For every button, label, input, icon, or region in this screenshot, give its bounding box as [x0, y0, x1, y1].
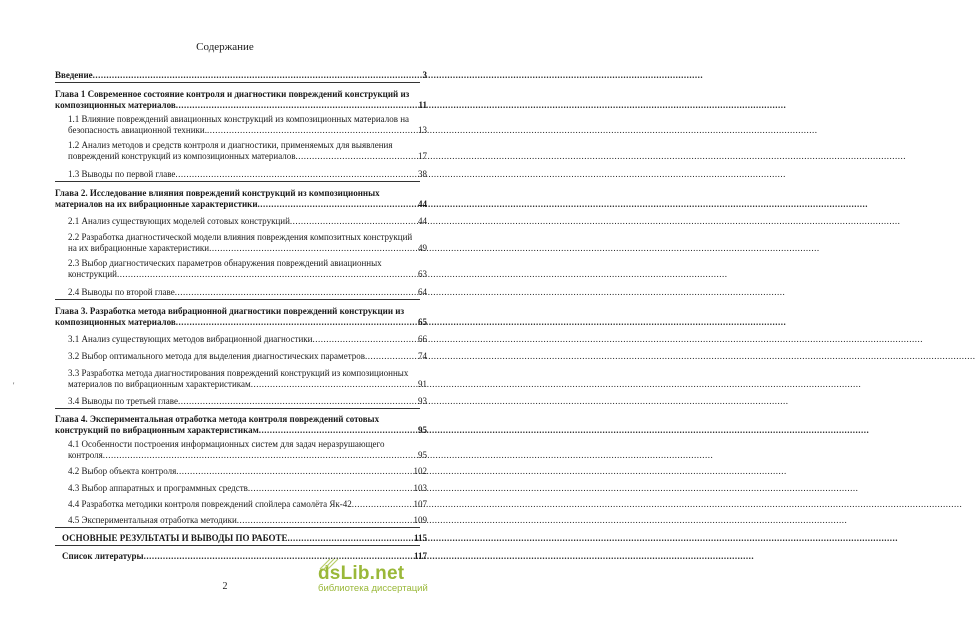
toc-entry-row [68, 125, 427, 136]
toc-entry-title: 3.2 Выбор оптимального метода для выделения диагностических параметров [68, 351, 366, 361]
toc-entry-s4-1 [68, 439, 427, 462]
toc-leader-dots [207, 125, 417, 136]
toc-entry-s3-3 [68, 368, 427, 391]
toc-entry-row [68, 483, 427, 494]
toc-entry-title: конструкций [68, 269, 117, 280]
toc-entry-row [55, 425, 427, 436]
toc-entry-title: повреждений конструкций из композиционных материалов [68, 151, 296, 162]
toc-entry-row [62, 551, 427, 562]
toc-entry-s3-1 [68, 334, 427, 345]
toc-entry-row [68, 216, 427, 227]
document-page [0, 0, 450, 617]
toc-page-number: 63 [418, 269, 427, 280]
toc-entry-row [68, 151, 427, 162]
toc-page-number: 103 [413, 483, 427, 493]
toc-entry-row [68, 269, 427, 280]
toc-entry-ch1 [55, 89, 427, 112]
toc-entry-ch3 [55, 306, 427, 329]
toc-leader-dots [290, 216, 417, 227]
toc-entry-s4-2 [68, 466, 427, 477]
toc-entry-title: 4.3 Выбор аппаратных и программных средств [68, 483, 248, 493]
toc-entry-title: конструкций по вибрационным характеристикам [55, 425, 259, 436]
toc-page-number: 95 [418, 450, 427, 461]
toc-entry-row [68, 243, 427, 254]
toc-entry-title: 1.3 Выводы по первой главе [68, 169, 176, 179]
toc-entry-row [62, 533, 427, 544]
toc-entry-intro [55, 70, 427, 81]
toc-leader-dots [259, 425, 417, 436]
watermark [318, 563, 448, 609]
toc-page-number: 13 [418, 125, 427, 136]
toc-entry-title: 3.4 Выводы по третьей главе [68, 396, 178, 406]
toc-page-number: 11 [418, 100, 427, 111]
toc-leader-dots [288, 533, 413, 544]
toc-page-number: 17 [418, 151, 427, 162]
toc-entry-line: Глава 2. Исследование влияния повреждений конструкций из композиционных [55, 188, 380, 198]
toc-page-number: 109 [413, 515, 427, 525]
toc-entry-row [68, 515, 427, 526]
toc-leader-dots [251, 379, 417, 390]
toc-leader-dots [176, 100, 418, 111]
toc-page-number: 44 [418, 199, 427, 210]
toc-page-number: 49 [418, 243, 427, 254]
toc-page-number: 117 [413, 551, 427, 561]
toc-entry-row [55, 199, 427, 210]
section-divider [55, 527, 420, 528]
toc-leader-dots [248, 483, 413, 494]
toc-entry-row [68, 169, 427, 180]
toc-entry-line: Глава 4. Экспериментальная отработка метода контроля повреждений сотовых [55, 414, 380, 424]
toc-entry-line: Глава 3. Разработка метода вибрационной диагностики повреждений конструкции из [55, 306, 405, 316]
toc-leader-dots [175, 169, 417, 180]
toc-entry-ch2 [55, 188, 427, 211]
toc-entry-title: 3.1 Анализ существующих методов вибрационной диагностики [68, 334, 313, 344]
toc-leader-dots [176, 466, 412, 477]
toc-leader-dots [103, 450, 417, 461]
toc-entry-title: материалов по вибрационным характеристикам [68, 379, 251, 390]
toc-entry-line: 1.2 Анализ методов и средств контроля и диагностики, применяемых для выявления [68, 140, 393, 150]
toc-entry-row [55, 100, 427, 111]
toc-entry-row [68, 379, 427, 390]
toc-entry-title: материалов на их вибрационные характеристики [55, 199, 258, 210]
toc-entry-s4-3 [68, 483, 427, 494]
margin-mark: ' [13, 381, 15, 390]
toc-entry-row [68, 334, 427, 345]
toc-page-number: 115 [413, 533, 427, 543]
toc-page-number: 44 [418, 216, 427, 226]
toc-page-number: 64 [418, 287, 427, 297]
toc-entry-line: Глава 1 Современное состояние контроля и диагностики повреждений конструкций из [55, 89, 410, 99]
watermark-logo: dsLib.net [318, 563, 405, 584]
toc-page-number: 95 [418, 425, 427, 436]
toc-leader-dots [352, 499, 413, 510]
toc-entry-row [55, 317, 427, 328]
toc-entry-row [68, 450, 427, 461]
toc-leader-dots [178, 396, 417, 407]
toc-entry-s2-4 [68, 287, 427, 298]
toc-entry-s2-2 [68, 232, 427, 255]
toc-entry-title: ОСНОВНЫЕ РЕЗУЛЬТАТЫ И ВЫВОДЫ ПО РАБОТЕ [62, 533, 288, 543]
section-divider [55, 299, 420, 300]
toc-entry-row [68, 351, 427, 362]
toc-leader-dots [365, 351, 417, 362]
toc-entry-s4-5 [68, 515, 427, 526]
toc-entry-title: 4.4 Разработка методики контроля повреждений спойлера самолёта Як-42 [68, 499, 352, 509]
toc-entry-s1-2 [68, 140, 427, 163]
toc-entry-title: 4.5 Экспериментальная отработка методики [68, 515, 237, 525]
toc-entry-s1-1 [68, 114, 427, 137]
toc-entry-title: безопасность авиационной техники. [68, 125, 207, 136]
toc-entry-line: 1.1 Влияние повреждений авиационных конструкций из композиционных материалов на [68, 114, 410, 124]
toc-entry-s2-1 [68, 216, 427, 227]
toc-entry-row [68, 499, 427, 510]
toc-entry-line: 3.3 Разработка метода диагностирования повреждений конструкций из композиционных [68, 368, 409, 378]
toc-leader-dots [237, 515, 413, 526]
toc-page-number: 102 [413, 466, 427, 476]
toc-entry-title: на их вибрационные характеристики [68, 243, 210, 254]
toc-page-number: 3 [422, 70, 427, 80]
toc-entry-line: 2.2 Разработка диагностической модели влияния повреждения композитных конструкций [68, 232, 413, 242]
toc-entry-title: 2.4 Выводы по второй главе [68, 287, 175, 297]
toc-leader-dots [93, 70, 422, 81]
toc-page-number: 91 [418, 379, 427, 390]
toc-entry-results [62, 533, 427, 544]
section-divider [55, 181, 420, 182]
toc-entry-line: 2.3 Выбор диагностических параметров обнаружения повреждений авиационных [68, 258, 382, 268]
toc-entry-title: Введение [55, 70, 93, 80]
toc-entry-row [68, 287, 427, 298]
section-divider [55, 408, 420, 409]
toc-leader-dots [175, 287, 417, 298]
toc-entry-title: контроля [68, 450, 103, 461]
toc-entry-title: композиционных материалов [55, 100, 176, 111]
watermark-subtitle: библиотека диссертаций [318, 583, 428, 594]
toc-entry-s3-2 [68, 351, 427, 362]
toc-entry-title: 2.1 Анализ существующих моделей сотовых конструкций [68, 216, 290, 226]
toc-leader-dots [117, 269, 417, 280]
toc-leader-dots [144, 551, 413, 562]
toc-entry-title: Список литературы [62, 551, 144, 561]
toc-entry-ch4 [55, 414, 427, 437]
toc-entry-row [55, 70, 427, 81]
toc-entry-s1-3 [68, 169, 427, 180]
toc-leader-dots [296, 151, 417, 162]
toc-page-number: 107 [413, 499, 427, 509]
toc-entry-s3-4 [68, 396, 427, 407]
section-divider [55, 82, 420, 83]
toc-page-number: 93 [418, 396, 427, 406]
toc-leader-dots [176, 317, 417, 328]
toc-entry-s2-3 [68, 258, 427, 281]
toc-page-number: 74 [418, 351, 427, 361]
toc-entry-s4-4 [68, 499, 427, 510]
toc-entry-row [68, 466, 427, 477]
page-number: 2 [222, 581, 228, 592]
toc-leader-dots [209, 243, 417, 254]
toc-entry-line: 4.1 Особенности построения информационных систем для задач неразрушающего [68, 439, 385, 449]
toc-entry-row [68, 396, 427, 407]
toc-leader-dots [312, 334, 417, 345]
toc-page-number: 38 [418, 169, 427, 179]
page-title: Содержание [196, 41, 254, 53]
toc-leader-dots [258, 199, 417, 210]
toc-entry-title: композиционных материалов [55, 317, 176, 328]
toc-entry-refs [62, 551, 427, 562]
section-divider [55, 545, 420, 546]
watermark-stripes-icon [318, 557, 358, 571]
toc-entry-title: 4.2 Выбор объекта контроля [68, 466, 177, 476]
toc-page-number: 66 [418, 334, 427, 344]
toc-page-number: 65 [418, 317, 427, 328]
